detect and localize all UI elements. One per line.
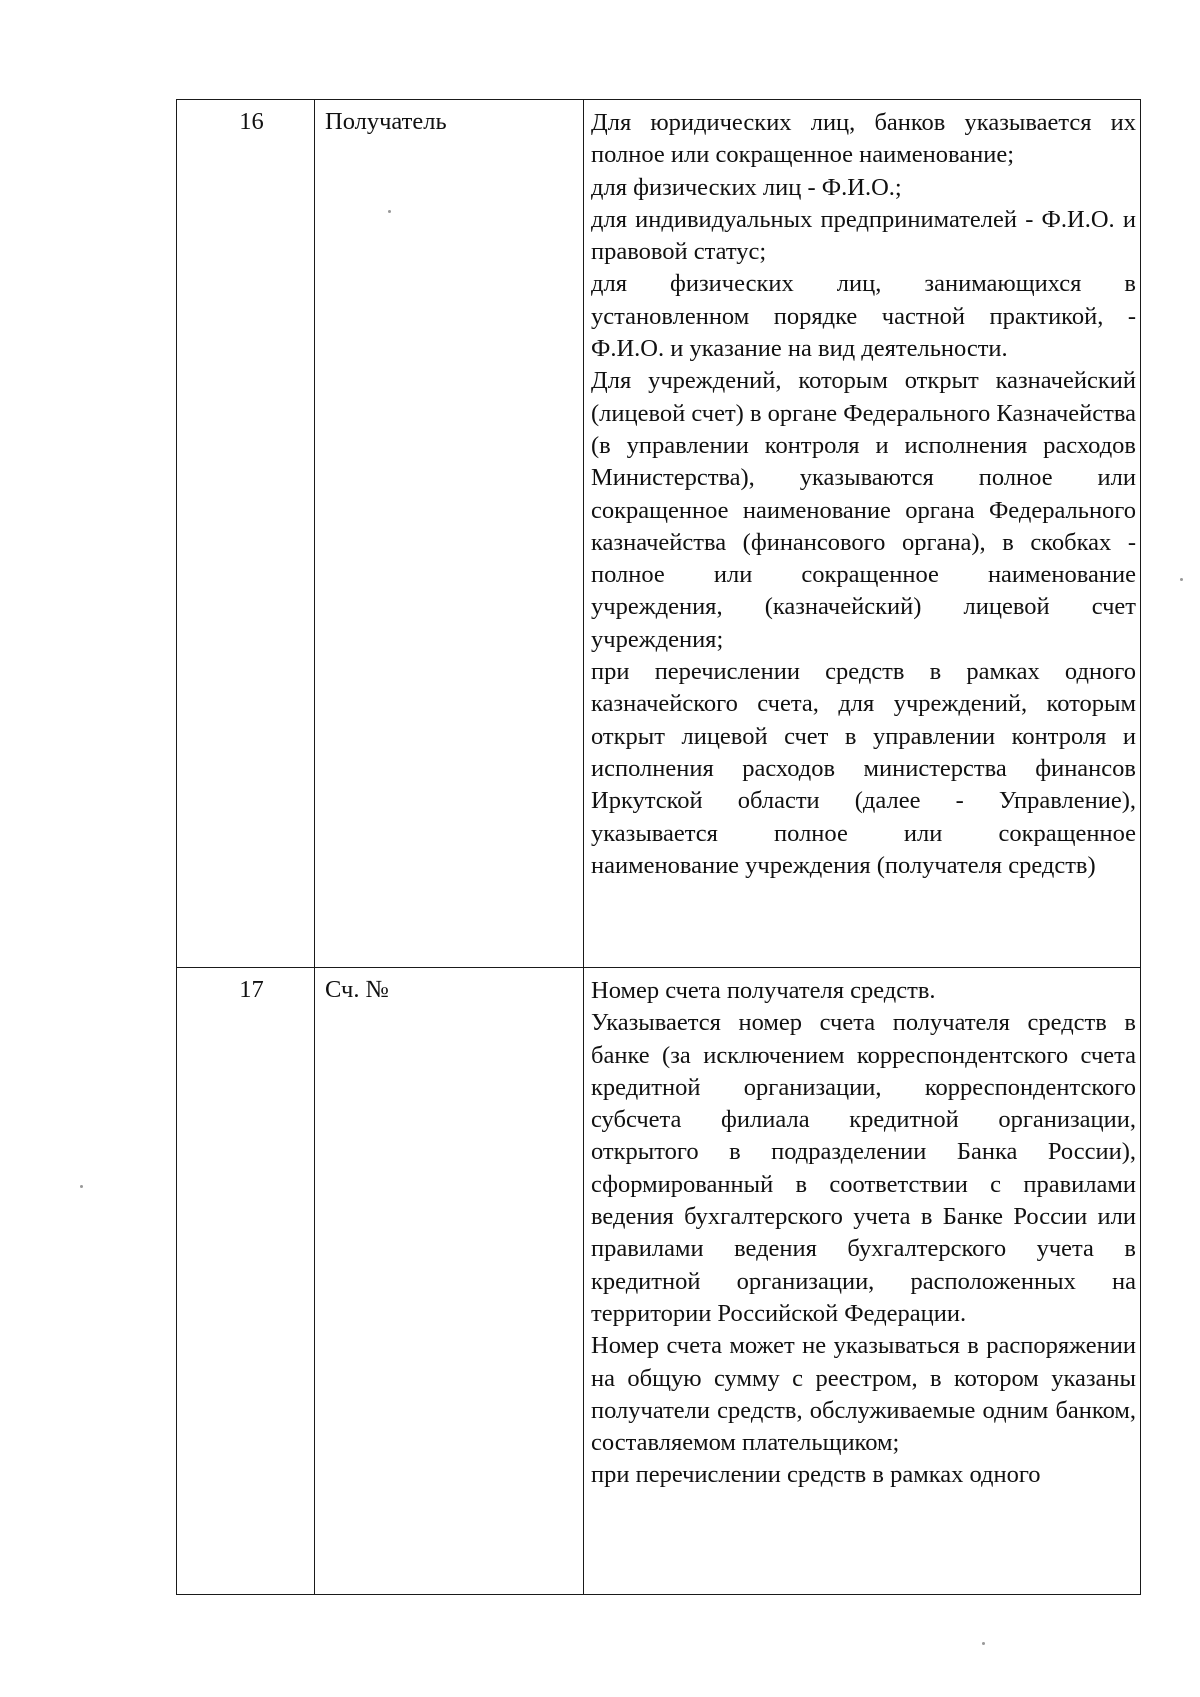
description-paragraph: Номер счета получателя средств. <box>591 977 936 1004</box>
field-name-cell <box>315 968 584 1595</box>
document-table <box>176 99 1141 1595</box>
description-paragraph: Указывается номер счета получателя средств в банке (за исключением корреспондентского счета кредитной организации, корреспондентского субсчета филиала кредитной организации, открытого в подразделении Банка России), сформированный в соответствии с правилами ведения бухгалтерского учета в Банке России или правилами ведения бухгалтерского учета в кредитной организации, расположенных на территории Российской Федерации. <box>591 1009 1136 1327</box>
description-paragraph: Номер счета может не указываться в распоряжении на общую сумму с реестром, в котором указаны получатели средств, обслуживаемые одним банком, составляемом плательщиком; <box>591 1332 1136 1457</box>
field-name: Получатель <box>325 108 447 135</box>
field-name: Сч. № <box>325 976 389 1003</box>
description-paragraph: Для учреждений, которым открыт казначейский (лицевой счет) в органе Федерального Казначейства (в управлении контроля и исполнения расходов Министерства), указываются полное или сокращенное наименование органа Федерального казначейства (финансового органа), в скобках - полное или сокращенное наименование учреждения, (казначейский) лицевой счет учреждения; <box>591 367 1136 653</box>
description-cell <box>584 100 1141 968</box>
scan-speck <box>388 210 391 213</box>
description-cell <box>584 968 1141 1595</box>
table-row <box>177 968 1141 1595</box>
description-paragraph: для физических лиц - Ф.И.О.; <box>591 173 902 201</box>
row-number: 16 <box>239 108 264 135</box>
table-row <box>177 100 1141 968</box>
description-paragraph: Для юридических лиц, банков указывается их полное или сокращенное наименование; <box>591 109 1136 169</box>
description-paragraph: при перечислении средств в рамках одного <box>591 1461 1041 1489</box>
description-paragraph: при перечислении средств в рамках одного казначейского счета, для учреждений, которым открыт лицевой счет в управлении контроля и исполнения расходов министерства финансов Иркутской области (далее - Управление), указывается полное или сокращенное наименование учреждения (получателя средств) <box>591 658 1136 879</box>
description-paragraph: для индивидуальных предпринимателей - Ф.И.О. и правовой статус; <box>591 205 1136 266</box>
scan-speck <box>982 1642 985 1645</box>
scan-speck <box>80 1185 83 1188</box>
field-name-cell <box>315 100 584 968</box>
description-paragraph: для физических лиц, занимающихся в установленном порядке частной практикой, - Ф.И.О. и указание на вид деятельности. <box>591 270 1136 363</box>
row-number-cell <box>177 968 315 1595</box>
scan-speck <box>1180 578 1183 581</box>
row-number: 17 <box>239 976 264 1003</box>
row-number-cell <box>177 100 315 968</box>
